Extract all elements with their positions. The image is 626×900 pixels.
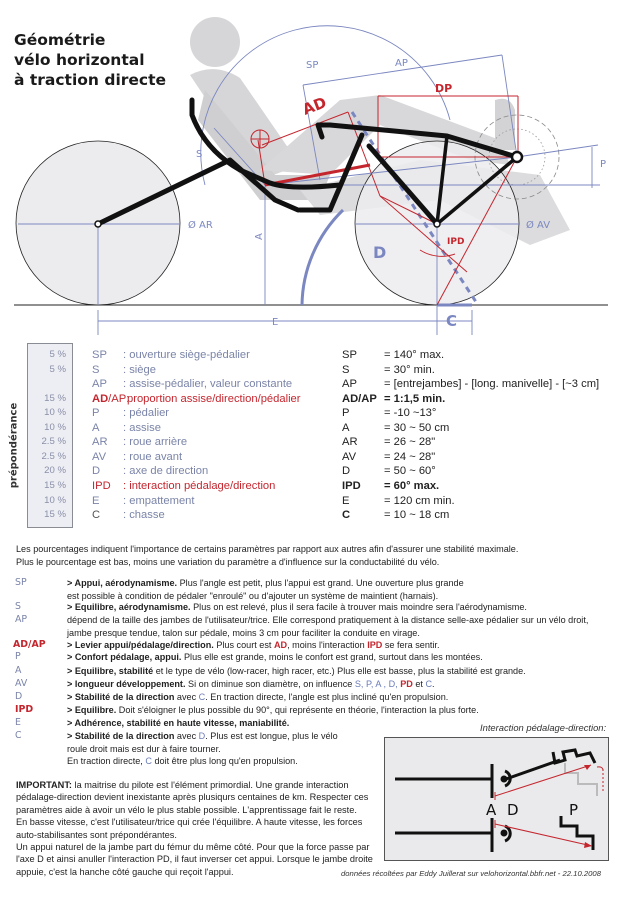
label-ap: AP bbox=[395, 58, 408, 69]
legend-abbr: D bbox=[92, 465, 101, 478]
legend-description: : roue avant bbox=[123, 450, 183, 463]
legend-percentage: 10 % bbox=[44, 421, 66, 433]
value-key: P bbox=[342, 407, 350, 420]
expl-bold: > Adhérence, stabilité en haute vitesse, maniabilité. bbox=[67, 718, 290, 728]
value-range: = 1:1,5 min. bbox=[384, 392, 446, 405]
value-key: S bbox=[342, 363, 350, 376]
steering-angle-arc bbox=[302, 210, 343, 305]
ipd-inset-caption: Interaction pédalage-direction: bbox=[480, 722, 607, 733]
inset-label-d: D bbox=[507, 801, 519, 819]
bottom-bracket bbox=[512, 152, 522, 162]
legend-percentage: 10 % bbox=[44, 494, 66, 506]
expl-line2: roule droit mais est dur à faire tourner. bbox=[67, 743, 221, 754]
expl-key: AP bbox=[15, 614, 28, 625]
value-range: = [entrejambes] - [long. manivelle] - [~3 cm] bbox=[384, 378, 600, 391]
legend-abbr: E bbox=[92, 494, 100, 507]
ref-c: C bbox=[425, 679, 433, 689]
ref-c: C bbox=[145, 756, 152, 766]
front-hub bbox=[434, 221, 440, 227]
expl-text: Plus l'angle est petit, plus l'appui est grand. Une ouverture plus grande bbox=[177, 578, 464, 588]
label-ad: AD bbox=[299, 93, 329, 119]
important-p1: la maitrise du pilote est l'élément primordial. Une grande interaction pédalage-direction devient inexistante après plusiqurs centaines de km. Respecter ces paramètres aide à avoir un vélo le plus stable possible. L'apprentissage fait le reste. bbox=[16, 780, 369, 815]
label-d: D bbox=[373, 243, 387, 262]
expl-key: S bbox=[15, 601, 21, 612]
ref-params: S, P, A , D, bbox=[354, 679, 401, 689]
label-sp: SP bbox=[306, 60, 319, 71]
legend-description: : chasse bbox=[123, 509, 165, 522]
legend-abbr: IPD bbox=[92, 479, 111, 492]
note-line-2: Plus le pourcentage est bas, moins une variation du paramètre a d'influence sur la conductabilité du vélo. bbox=[16, 557, 440, 567]
value-key: AV bbox=[342, 450, 357, 463]
legend-description: : pédalier bbox=[123, 407, 170, 420]
legend-description: : empattement bbox=[123, 494, 195, 507]
percentage-note bbox=[16, 543, 518, 569]
value-range: = 24 ~ 28" bbox=[384, 450, 436, 463]
legend-percentage: 2.5 % bbox=[41, 450, 66, 462]
value-range: = 60° max. bbox=[384, 479, 440, 492]
legend-description: : assise-pédalier, valeur constante bbox=[123, 378, 293, 391]
expl-text: . bbox=[432, 679, 435, 689]
label-ar: Ø AR bbox=[188, 220, 213, 231]
label-p: P bbox=[600, 159, 607, 170]
important-p2: En basse vitesse, c'est l'utilisateur/trice qui crée l'équilibre. A haute vitesse, les forces auto-stabilisantes sont prépondérantes. bbox=[16, 817, 363, 840]
legend-percentage: 5 % bbox=[49, 363, 66, 375]
label-e: E bbox=[272, 317, 279, 328]
ref-c: C bbox=[198, 692, 206, 702]
preponderance-label: prépondérance bbox=[8, 402, 20, 489]
legend-percentage: 15 % bbox=[44, 392, 66, 404]
value-key: C bbox=[342, 509, 351, 522]
important-note bbox=[16, 779, 376, 878]
legend-abbr-ap: /AP: bbox=[108, 392, 130, 405]
inset-label-p: P bbox=[569, 801, 579, 819]
legend-description: : ouverture siège-pédalier bbox=[123, 349, 250, 361]
expl-bold: > Levier appui/pédalage/direction. bbox=[67, 640, 214, 650]
legend-description: : roue arrière bbox=[123, 436, 188, 449]
ipd-inset-box bbox=[384, 737, 609, 861]
expl-key: D bbox=[15, 691, 23, 702]
credit-line: données récoltées par Eddy Juillerat sur velohorizontal.bbfr.net - 22.10.2008 bbox=[341, 869, 601, 878]
legend-abbr: AR bbox=[92, 436, 108, 449]
title-line-2: vélo horizontal bbox=[14, 51, 145, 69]
value-range: = 120 cm min. bbox=[384, 494, 455, 507]
note-line-1: Les pourcentages indiquent l'importance de certains paramètres par rapport aux autres afin d'assurer une stabilité maximale. bbox=[16, 544, 519, 554]
value-key: AP bbox=[342, 378, 357, 391]
ref-ipd: IPD bbox=[367, 640, 383, 650]
expl-bold: > Stabilité de la direction bbox=[67, 692, 175, 702]
ref-d: D bbox=[198, 731, 206, 741]
value-key: AR bbox=[342, 436, 358, 449]
expl-text: avec bbox=[174, 731, 199, 741]
expl-text: Plus elle est grande, moins le confort est grand, surtout dans les montées. bbox=[181, 652, 483, 662]
expl-bold: > Equilibre. bbox=[67, 705, 117, 715]
ref-pd: PD bbox=[400, 679, 413, 689]
expl-text: avec bbox=[174, 692, 199, 702]
legend-percentage: 5 % bbox=[49, 349, 66, 360]
legend-abbr: SP bbox=[92, 349, 107, 361]
expl-key: IPD bbox=[15, 704, 34, 715]
expl-text: Plus court est bbox=[213, 640, 274, 650]
important-p3: Un appui naturel de la jambe part du fémur du même côté. Pour que la force passe par l'axe D et ainsi anuller l'interaction PD, il faut inverser cet appui. Lorsque le jambe droite appuie, c'est la hanche côté gauche qui reçoit l'appui. bbox=[16, 842, 373, 877]
expl-bold: > longueur développement. bbox=[67, 679, 186, 689]
ref-ad: AD bbox=[273, 640, 288, 650]
expl-text: Si on diminue son diamètre, on influence bbox=[185, 679, 355, 689]
expl-bold: > Equilibre, aérodynamisme. bbox=[67, 602, 191, 612]
legend-percentage: 20 % bbox=[44, 465, 66, 477]
expl-bold: > Confort pédalage, appui. bbox=[67, 652, 182, 662]
important-label: IMPORTANT: bbox=[16, 780, 72, 790]
legend-abbr bbox=[92, 393, 129, 405]
expl-line3: En traction directe, bbox=[67, 756, 146, 766]
value-key: E bbox=[342, 494, 350, 507]
value-range: = -10 ~13° bbox=[384, 407, 437, 420]
bike-geometry-diagram bbox=[0, 0, 626, 340]
expl-text: et le type de vélo (low-racer, high racer, etc.) Plus elle est basse, plus la stabilité est grande. bbox=[153, 666, 526, 676]
legend-description: : interaction pédalage/direction bbox=[123, 479, 276, 492]
legend-abbr: P bbox=[92, 407, 100, 420]
label-dp: DP bbox=[435, 82, 453, 95]
value-key: IPD bbox=[342, 479, 361, 492]
expl-line2: est possible à condition de pédaler "enroulé" ou d'ajouter un système de maintient (harnais). bbox=[67, 590, 439, 601]
label-a: A bbox=[254, 233, 265, 240]
label-av: Ø AV bbox=[526, 220, 551, 231]
legend-percentage: 15 % bbox=[44, 509, 66, 521]
legend-abbr: S bbox=[92, 363, 100, 376]
value-range: = 30° min. bbox=[384, 363, 435, 376]
expl-text: . Plus est est longue, plus le vélo bbox=[205, 731, 338, 741]
rear-hub bbox=[95, 221, 101, 227]
title-line-3: à traction directe bbox=[14, 71, 167, 89]
expl-key: AD/AP bbox=[13, 639, 46, 650]
expl-key: SP bbox=[15, 577, 27, 588]
value-key: A bbox=[342, 421, 350, 434]
expl-key: AV bbox=[15, 678, 28, 689]
value-key: SP bbox=[342, 349, 357, 361]
expl-text: Plus on est relevé, plus il sera facile à trouver mais moindre sera l'aérodynamisme. bbox=[190, 602, 527, 612]
legend-abbr: AP bbox=[92, 378, 107, 391]
value-range: = 50 ~ 60° bbox=[384, 465, 436, 478]
expl-text: . En traction directe, l'angle est plus incliné qu'en propulsion. bbox=[205, 692, 449, 702]
legend-abbr: A bbox=[92, 421, 100, 434]
legend-percentage: 15 % bbox=[44, 479, 66, 491]
expl-text: dépend de la taille des jambes de l'utilisateur/trice. Elle correspond pratiquement à la distance selle-axe pédalier sur un vélo droit, bbox=[67, 615, 589, 625]
value-key: AD/AP bbox=[342, 392, 377, 405]
expl-bold: > Appui, aérodynamisme. bbox=[67, 578, 178, 588]
expl-line2: jambe presque tendue, talon sur pédale, moins 3 cm pour faciliter la conduite en virage. bbox=[67, 627, 420, 638]
expl-bold: > Stabilité de la direction bbox=[67, 731, 175, 741]
expl-key: E bbox=[15, 717, 21, 728]
title-line-1: Géométrie bbox=[14, 31, 106, 49]
value-range: = 26 ~ 28" bbox=[384, 436, 436, 449]
legend-percentage: 2.5 % bbox=[41, 436, 66, 448]
expl-text: , moins l'interaction bbox=[287, 640, 368, 650]
label-c: C bbox=[446, 312, 458, 330]
legend-percentage: 10 % bbox=[44, 407, 66, 419]
value-range: = 10 ~ 18 cm bbox=[384, 509, 450, 522]
expl-text: Doit s'éloigner le plus possible du 90°, qui représente en théorie, l'interaction la plus forte. bbox=[116, 705, 479, 715]
expl-bold: > Equilibre, stabilité bbox=[67, 666, 154, 676]
expl-key: C bbox=[15, 730, 22, 741]
value-range: = 140° max. bbox=[384, 349, 445, 361]
legend-abbr-ad: AD bbox=[92, 392, 109, 405]
legend-abbr: C bbox=[92, 509, 101, 522]
expl-text: et bbox=[412, 679, 426, 689]
legend-description: proportion assise/direction/pédalier bbox=[127, 392, 301, 405]
legend-abbr: AV bbox=[92, 450, 107, 463]
ipd-inset-diagram bbox=[385, 738, 608, 860]
value-range: = 30 ~ 50 cm bbox=[384, 421, 450, 434]
expl-key: A bbox=[15, 665, 22, 676]
inset-label-a: A bbox=[486, 801, 497, 819]
label-ipd: IPD bbox=[447, 237, 465, 247]
legend-description: : axe de direction bbox=[123, 465, 209, 478]
expl-text: se fera sentir. bbox=[382, 640, 440, 650]
value-key: D bbox=[342, 465, 351, 478]
expl-key: P bbox=[15, 651, 21, 662]
expl-line3: doit être plus long qu'en propulsion. bbox=[151, 756, 298, 766]
legend-description: : assise bbox=[123, 421, 161, 434]
legend-description: : siège bbox=[123, 363, 156, 376]
label-s: S bbox=[196, 149, 203, 160]
